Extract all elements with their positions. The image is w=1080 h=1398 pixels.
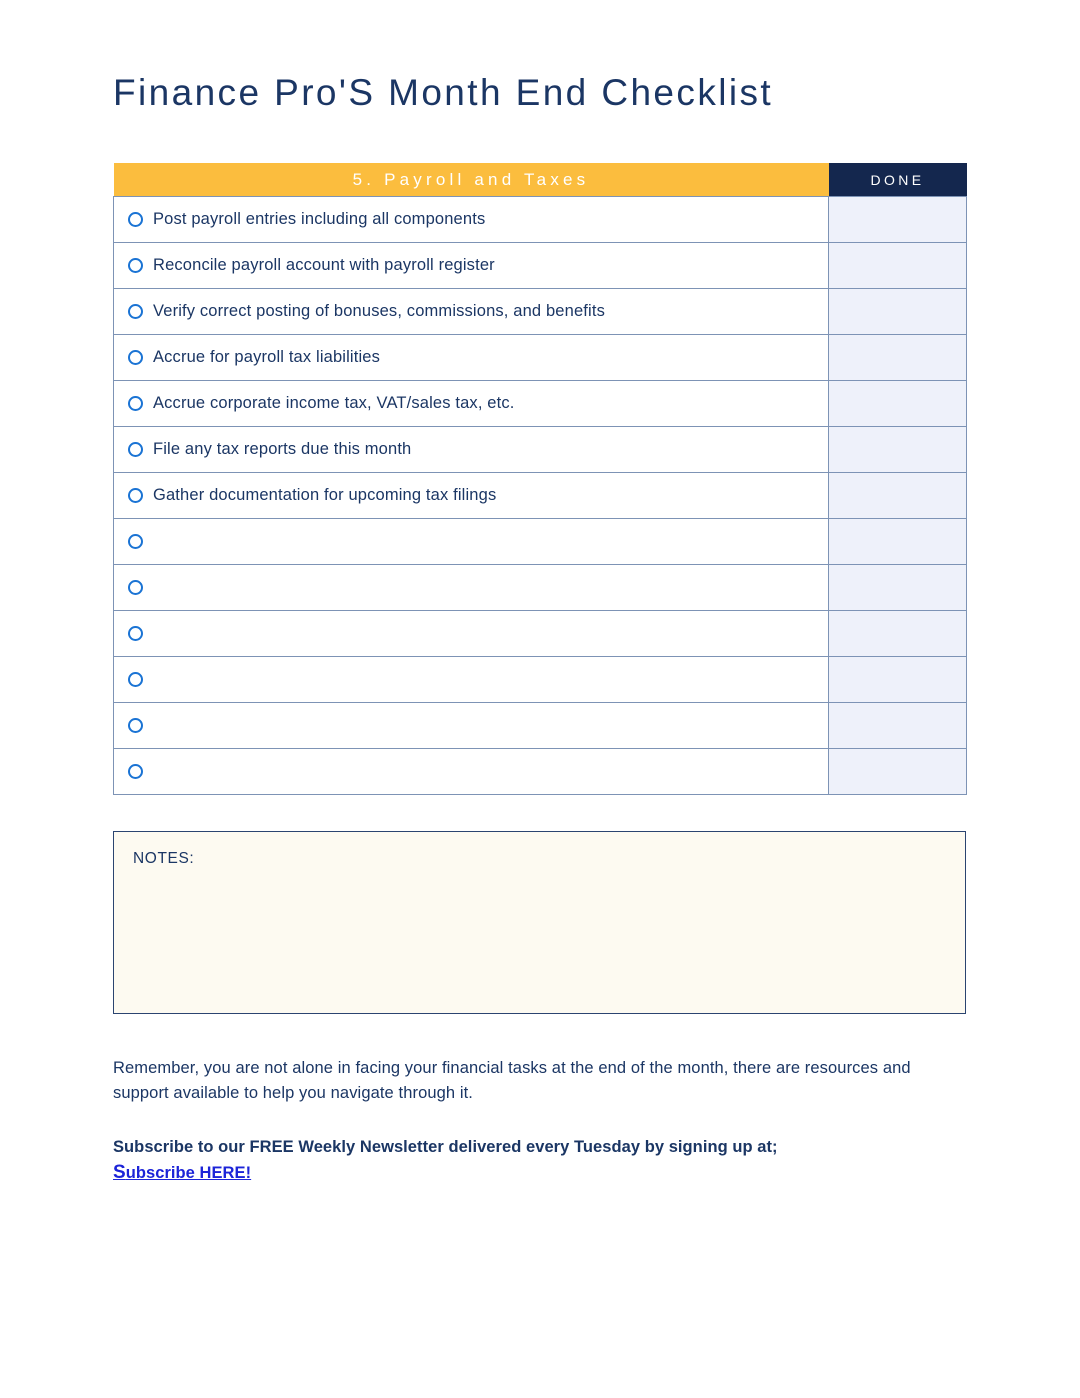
- done-cell[interactable]: [829, 473, 967, 519]
- task-label: Reconcile payroll account with payroll register: [153, 256, 495, 274]
- task-cell: [114, 519, 829, 565]
- section-header-cell: 5. Payroll and Taxes: [114, 163, 829, 197]
- table-row: [114, 427, 967, 473]
- table-row: [114, 473, 967, 519]
- done-cell[interactable]: [829, 749, 967, 795]
- task-cell-content: [128, 486, 828, 505]
- task-cell: [114, 657, 829, 703]
- checkbox-circle-icon[interactable]: [128, 304, 143, 319]
- checkbox-circle-icon[interactable]: [128, 396, 143, 411]
- checklist-table-head: [114, 163, 967, 197]
- footer-paragraph: Remember, you are not alone in facing your financial tasks at the end of the month, there are resources and support available to help you navigate through it.: [113, 1059, 911, 1102]
- checkbox-circle-icon[interactable]: [128, 212, 143, 227]
- notes-box[interactable]: [113, 831, 966, 1014]
- done-cell[interactable]: [829, 427, 967, 473]
- done-cell[interactable]: [829, 703, 967, 749]
- task-cell-content: [128, 764, 828, 779]
- task-cell-content: [128, 440, 828, 459]
- task-label: Post payroll entries including all components: [153, 210, 486, 228]
- footer-section: [113, 1056, 973, 1184]
- task-cell: [114, 473, 829, 519]
- payroll-and-taxes-checklist-table: [113, 163, 967, 795]
- task-cell-content: [128, 626, 828, 641]
- task-cell: [114, 749, 829, 795]
- table-row: [114, 565, 967, 611]
- task-cell-content: [128, 718, 828, 733]
- checkbox-circle-icon[interactable]: [128, 626, 143, 641]
- task-label: Gather documentation for upcoming tax filings: [153, 486, 497, 504]
- checkbox-circle-icon[interactable]: [128, 258, 143, 273]
- task-cell-content: [128, 394, 828, 413]
- task-cell-content: [128, 672, 828, 687]
- task-cell: [114, 335, 829, 381]
- task-label: File any tax reports due this month: [153, 440, 412, 458]
- table-row: [114, 335, 967, 381]
- checkbox-circle-icon[interactable]: [128, 718, 143, 733]
- table-row: [114, 197, 967, 243]
- checkbox-circle-icon[interactable]: [128, 764, 143, 779]
- task-cell: [114, 381, 829, 427]
- task-label: Accrue corporate income tax, VAT/sales tax, etc.: [153, 394, 515, 412]
- done-cell[interactable]: [829, 289, 967, 335]
- subscribe-here-link[interactable]: [113, 1162, 251, 1184]
- task-cell: [114, 611, 829, 657]
- checkbox-circle-icon[interactable]: [128, 580, 143, 595]
- table-row: [114, 657, 967, 703]
- task-cell-content: [128, 580, 828, 595]
- newsletter-cta-text: Subscribe to our FREE Weekly Newsletter delivered every Tuesday by signing up at;: [113, 1138, 778, 1156]
- done-cell[interactable]: [829, 197, 967, 243]
- table-row: [114, 381, 967, 427]
- task-cell-content: [128, 256, 828, 275]
- table-row: [114, 289, 967, 335]
- done-header-cell: DONE: [829, 163, 967, 197]
- done-cell[interactable]: [829, 335, 967, 381]
- task-cell-content: [128, 348, 828, 367]
- task-cell: [114, 289, 829, 335]
- done-cell[interactable]: [829, 565, 967, 611]
- task-cell: [114, 565, 829, 611]
- task-cell: [114, 197, 829, 243]
- task-cell-content: [128, 534, 828, 549]
- done-cell[interactable]: [829, 519, 967, 565]
- table-row: [114, 243, 967, 289]
- done-cell[interactable]: [829, 243, 967, 289]
- subscribe-link-initial: S: [113, 1162, 126, 1183]
- task-label: Accrue for payroll tax liabilities: [153, 348, 381, 366]
- checkbox-circle-icon[interactable]: [128, 442, 143, 457]
- done-cell[interactable]: [829, 657, 967, 703]
- task-cell: [114, 243, 829, 289]
- checkbox-circle-icon[interactable]: [128, 350, 143, 365]
- table-row: [114, 611, 967, 657]
- done-cell[interactable]: [829, 381, 967, 427]
- checklist-table-body: [114, 197, 967, 795]
- notes-label: NOTES:: [133, 850, 195, 867]
- table-row: [114, 749, 967, 795]
- table-row: [114, 703, 967, 749]
- checkbox-circle-icon[interactable]: [128, 488, 143, 503]
- page-title: Finance Pro'S Month End Checklist: [113, 72, 774, 113]
- task-cell-content: [128, 302, 828, 321]
- task-cell: [114, 703, 829, 749]
- done-cell[interactable]: [829, 611, 967, 657]
- table-row: [114, 519, 967, 565]
- task-cell-content: [128, 210, 828, 229]
- checklist-header-row: [114, 163, 967, 197]
- subscribe-link-text: ubscribe HERE!: [125, 1164, 252, 1182]
- checkbox-circle-icon[interactable]: [128, 534, 143, 549]
- checkbox-circle-icon[interactable]: [128, 672, 143, 687]
- task-label: Verify correct posting of bonuses, commissions, and benefits: [153, 302, 605, 320]
- task-cell: [114, 427, 829, 473]
